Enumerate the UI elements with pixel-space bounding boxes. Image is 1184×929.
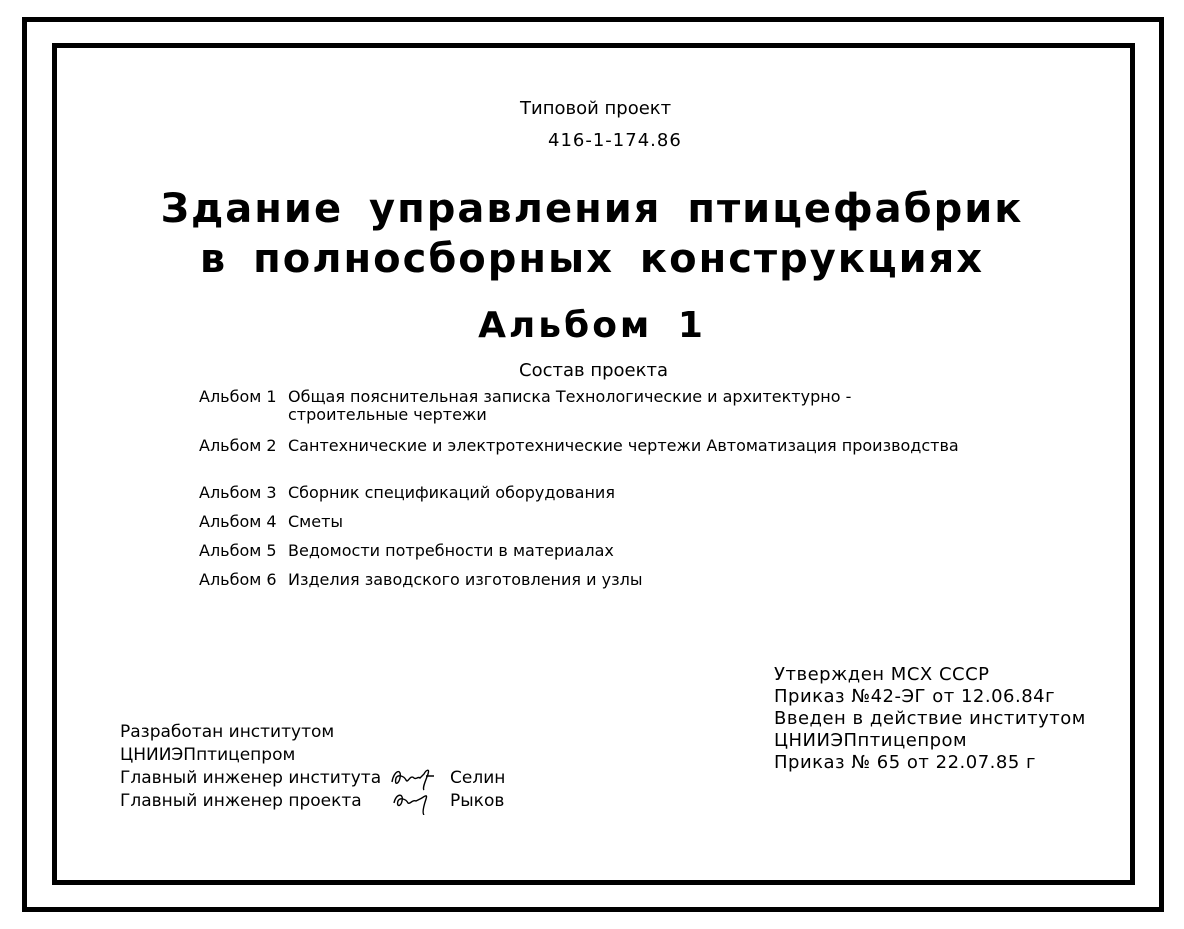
album-label: Альбом 5 xyxy=(199,541,277,560)
albums-list xyxy=(199,388,959,589)
approval-line: Приказ № 65 от 22.07.85 г xyxy=(774,752,1036,773)
approval-line: Приказ №42-ЭГ от 12.06.84г xyxy=(774,686,1056,707)
chief-institute-row xyxy=(120,767,505,790)
album-description: Общая пояснительная записка Технологические и архитектурно - строительные чертежи xyxy=(288,387,852,424)
chief-project-label: Главный инженер проекта xyxy=(120,791,362,811)
album-row xyxy=(199,437,959,455)
approval-line: Утвержден МСХ СССР xyxy=(774,664,990,685)
album-description: Сборник спецификаций оборудования xyxy=(288,483,615,502)
chief-institute-name: Селин xyxy=(450,768,506,788)
album-row xyxy=(199,388,959,424)
developer-line: Разработан институтом xyxy=(120,722,335,742)
composition-label: Состав проекта xyxy=(519,360,668,381)
title-line-2: в полносборных конструкциях xyxy=(199,236,985,282)
approval-line: ЦНИИЭПптицепром xyxy=(774,730,968,751)
album-label: Альбом 3 xyxy=(199,483,277,502)
chief-project-row xyxy=(120,790,505,813)
album-description: Сантехнические и электротехнические чертежи Автоматизация производства xyxy=(288,436,959,455)
album-row xyxy=(199,542,959,560)
developer-block xyxy=(120,721,505,813)
album-description: Ведомости потребности в материалах xyxy=(288,541,614,560)
album-label: Альбом 4 xyxy=(199,512,277,531)
chief-project-name: Рыков xyxy=(450,791,505,811)
title-line-1: Здание управления птицефабрик xyxy=(160,186,1024,232)
chief-institute-label: Главный инженер института xyxy=(120,768,382,788)
album-label: Альбом 6 xyxy=(199,570,277,589)
signature-icon xyxy=(388,789,444,815)
album-heading: Альбом 1 xyxy=(478,305,706,346)
album-description: Сметы xyxy=(288,512,344,531)
album-row xyxy=(199,513,959,531)
approval-block xyxy=(774,664,1086,774)
album-row xyxy=(199,484,959,502)
project-number: 416-1-174.86 xyxy=(548,130,682,151)
approval-line: Введен в действие институтом xyxy=(774,708,1086,729)
typical-project-label: Типовой проект xyxy=(520,98,672,119)
album-label: Альбом 1 xyxy=(199,387,277,406)
album-label: Альбом 2 xyxy=(199,436,277,455)
album-row xyxy=(199,571,959,589)
developer-institute: ЦНИИЭПптицепром xyxy=(120,745,296,765)
album-description: Изделия заводского изготовления и узлы xyxy=(288,570,643,589)
